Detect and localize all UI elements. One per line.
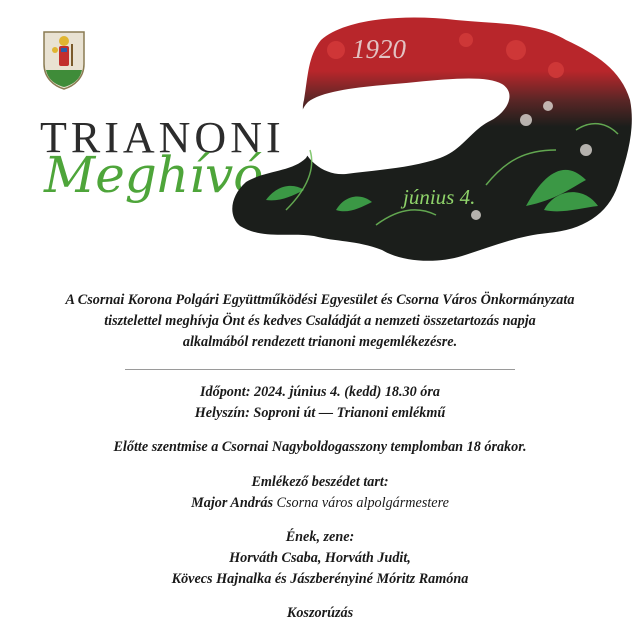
speaker-name: Major András (191, 495, 273, 511)
event-time: Időpont: 2024. június 4. (kedd) 18.30 óra (199, 384, 441, 400)
speech-block (0, 472, 640, 514)
closing-block (0, 603, 640, 624)
speaker-line (0, 493, 640, 514)
speech-label: Emlékező beszédet tart: (251, 474, 389, 490)
music-performers-2: Kövecs Hajnalka és Jászberényiné Móritz Ramóna (171, 571, 469, 587)
historic-hungary-map-illustration (226, 10, 636, 270)
closing-item: Koszorúzás (286, 605, 354, 621)
mass-info-block (0, 437, 640, 458)
intro-line-1: A Csornai Korona Polgári Együttműködési Egyesület és Csorna Város Önkormányzata (65, 292, 575, 308)
event-place: Helyszín: Soproni út — Trianoni emlékmű (194, 405, 446, 421)
music-performers-1: Horváth Csaba, Horváth Judit, (229, 550, 411, 566)
map-year-label: 1920 (352, 34, 406, 64)
title-meghivo: Meghívó (44, 146, 264, 204)
coat-of-arms-logo (40, 30, 88, 90)
intro-line-2: tisztelettel meghívja Önt és kedves Családját a nemzeti összetartozás napja (104, 313, 536, 329)
invitation-body (0, 290, 640, 637)
map-date-label: június 4. (403, 185, 476, 209)
intro-line-3: alkalmából rendezett trianoni megemlékezésre. (182, 334, 458, 350)
speaker-role: Csorna város alpolgármestere (272, 495, 449, 511)
event-details (0, 382, 640, 424)
mass-info: Előtte szentmise a Csornai Nagyboldogasszony templomban 18 órakor. (113, 439, 527, 455)
divider (125, 369, 515, 370)
music-label: Ének, zene: (285, 529, 355, 545)
title-trianoni: TRIANONI (40, 113, 285, 162)
music-block (0, 527, 640, 590)
